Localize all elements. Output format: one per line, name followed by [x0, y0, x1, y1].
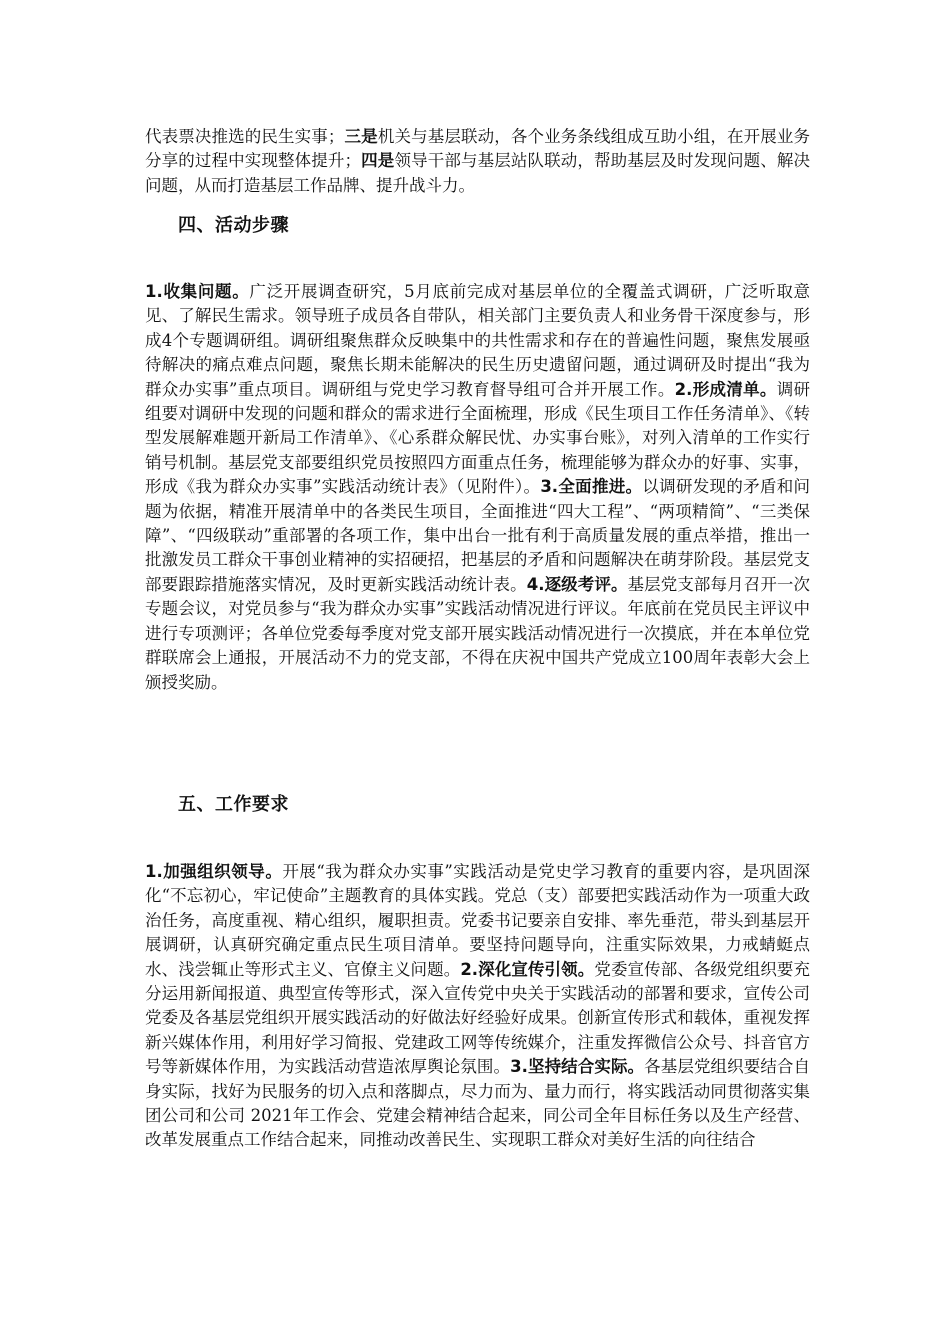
intro-bold-2: 四是 [361, 151, 395, 171]
step-4-text: 基层党支部每月召开一次专题会议，对党员参与“我为群众办实事”实践活动情况进行评议。年底前在党员民主评议中进行专项测评；各单位党委每季度对党支部开展实践活动情况进行一次摸底，并在本单位党群联席会上通报，开展活动不力的党支部，不得在庆祝中国共产党成立100周年表彰大会上颁授奖励。 [145, 574, 811, 692]
req-1-text: 开展“我为群众办实事”实践活动是党史学习教育的重要内容，是巩固深化“不忘初心，牢记使命”主题教育的具体实践。党总（支）部要把实践活动作为一项重大政治任务，高度重视、精心组织，履职担责。党委书记要亲自安排、率先垂范，带头到基层开展调研，认真研究确定重点民生项目清单。要坚持问题导向，注重实际效果，力戒蜻蜓点水、浅尝辄止等形式主义、官僚主义问题。 [145, 862, 810, 979]
step-1-title: 1.收集问题。 [145, 282, 250, 301]
section-5-paragraph [145, 860, 810, 1153]
step-3-title: 3.全面推进。 [540, 477, 643, 497]
intro-text-1: 代表票决推选的民生实事； [145, 127, 345, 146]
step-2-text: 调研组要对调研中发现的问题和群众的需求进行全面梳理，形成《民生项目工作任务清单》、《转型发展解难题开新局工作清单》、《心系群众解民忧、办实事台账》，对列入清单的工作实行销号机制。基层党支部要组织党员按照四方面重点任务，梳理能够为群众办的好事、实事，形成《我为群众办实事”实践活动统计表》（见附件）。 [145, 379, 811, 497]
req-3-title: 3.坚持结合实际。 [510, 1057, 645, 1077]
intro-paragraph [145, 125, 810, 198]
section-4-paragraph [145, 280, 810, 695]
step-1-text: 广泛开展调查研究，5月底前完成对基层单位的全覆盖式调研，广泛听取意见、了解民生需求。领导班子成员各自带队，相关部门主要负责人和业务骨干深度参与，形成4个专题调研组。调研组聚焦群众反映集中的共性需求和存在的普遍性问题，聚焦发展亟待解决的痛点难点问题，聚焦长期未能解决的民生历史遗留问题，通过调研及时提出“我为群众办实事”重点项目。调研组与党史学习教育督导组可合并开展工作。 [145, 282, 811, 399]
req-2-text: 党委宣传部、各级党组织要充分运用新闻报道、典型宣传等形式，深入宣传党中央关于实践活动的部署和要求，宣传公司党委及各基层党组织开展实践活动的好做法好经验好成果。创新宣传形式和载体，重视发挥新兴媒体作用，利用好学习简报、党建政工网等传统媒介，注重发挥微信公众号、抖音官方号等新媒体作用，为实践活动营造浓厚舆论氛围。 [145, 959, 811, 1077]
req-3-text: 各基层党组织要结合自身实际，找好为民服务的切入点和落脚点，尽力而为、量力而行，将实践活动同贯彻落实集团公司和公司 2021年工作会、党建会精神结合起来，同公司全年目标任务以及生产经营、改革发展重点工作结合起来，同推动改善民生、实现职工群众对美好生活的向往结合 [145, 1057, 811, 1150]
section-4-heading: 四、活动步骤 [178, 215, 289, 236]
intro-text-2: 机关与基层联动，各个业务条线组成互助小组，在开展业务分享的过程中实现整体提升； [145, 127, 811, 171]
section-5-heading: 五、工作要求 [178, 794, 289, 815]
step-3-text: 以调研发现的矛盾和问题为依据，精准开展清单中的各类民生项目，全面推进“四大工程”、“两项精简”、“三类保障”、“四级联动”重部署的各项工作，集中出台一批有利于高质量发展的重点举措，推出一批激发员工群众干事创业精神的实招硬招，把基层的矛盾和问题解决在萌芽阶段。基层党支部要跟踪措施落实情况，及时更新实践活动统计表。 [145, 477, 811, 594]
intro-bold-1: 三是 [344, 127, 378, 146]
step-4-title: 4.逐级考评。 [526, 574, 628, 594]
req-1-title: 1.加强组织领导。 [145, 862, 283, 881]
intro-text-3: 领导干部与基层站队联动，帮助基层及时发现问题、解决问题，从而打造基层工作品牌、提升战斗力。 [145, 151, 811, 195]
step-2-title: 2.形成清单。 [674, 379, 777, 399]
req-2-title: 2.深化宣传引领。 [460, 959, 595, 979]
